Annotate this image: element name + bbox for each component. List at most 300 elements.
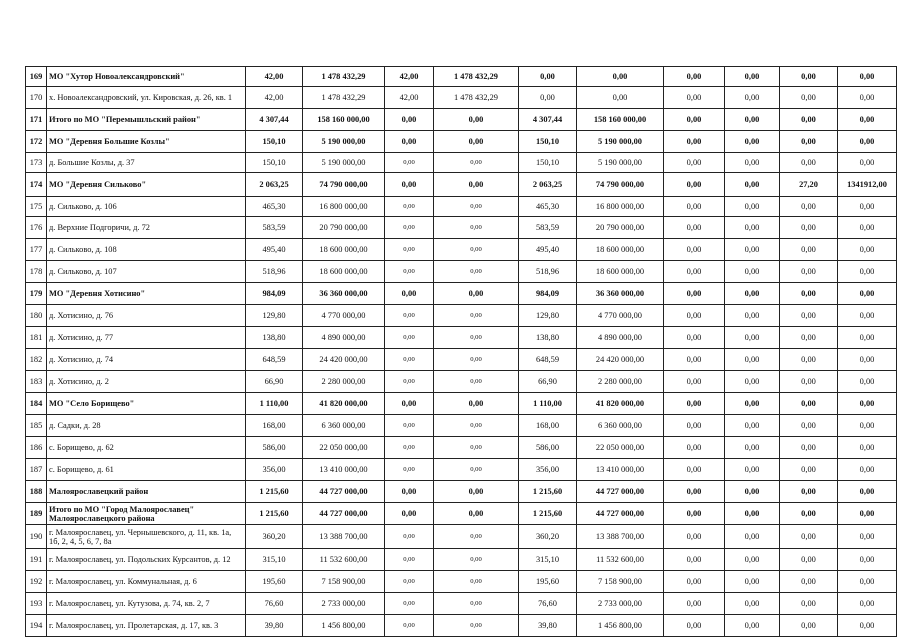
value-cell-c6: 18 600 000,00 — [577, 239, 664, 261]
housing-program-table — [25, 66, 897, 637]
value-cell-c10: 0,00 — [838, 109, 897, 131]
value-cell-c3: 0,00 — [385, 305, 434, 327]
value-cell-c3: 42,00 — [385, 87, 434, 109]
value-cell-c10: 0,00 — [838, 217, 897, 239]
value-cell-c5: 66,90 — [519, 371, 577, 393]
value-cell-c1: 360,20 — [246, 525, 303, 549]
value-cell-c10: 0,00 — [838, 327, 897, 349]
value-cell-c9: 27,20 — [780, 173, 838, 197]
value-cell-c10: 0,00 — [838, 393, 897, 415]
value-cell-c7: 0,00 — [664, 503, 725, 525]
value-cell-c8: 0,00 — [725, 305, 780, 327]
value-cell-c3: 0,00 — [385, 261, 434, 283]
value-cell-c3: 0,00 — [385, 481, 434, 503]
table-row — [26, 459, 897, 481]
value-cell-c3: 0,00 — [385, 415, 434, 437]
value-cell-c1: 76,60 — [246, 593, 303, 615]
value-cell-c10: 0,00 — [838, 525, 897, 549]
table-row — [26, 87, 897, 109]
value-cell-c6: 2 733 000,00 — [577, 593, 664, 615]
value-cell-c8: 0,00 — [725, 67, 780, 87]
value-cell-c6: 18 600 000,00 — [577, 261, 664, 283]
value-cell-c1: 984,09 — [246, 283, 303, 305]
value-cell-c8: 0,00 — [725, 349, 780, 371]
value-cell-c3: 0,00 — [385, 327, 434, 349]
value-cell-c5: 583,59 — [519, 217, 577, 239]
value-cell-c2: 7 158 900,00 — [303, 571, 385, 593]
value-cell-c1: 42,00 — [246, 87, 303, 109]
table-row — [26, 371, 897, 393]
value-cell-c5: 1 110,00 — [519, 393, 577, 415]
row-number-cell: 188 — [26, 481, 47, 503]
value-cell-c1: 150,10 — [246, 131, 303, 153]
value-cell-c2: 11 532 600,00 — [303, 549, 385, 571]
table-row — [26, 153, 897, 173]
row-number-cell: 193 — [26, 593, 47, 615]
value-cell-c9: 0,00 — [780, 283, 838, 305]
value-cell-c9: 0,00 — [780, 305, 838, 327]
value-cell-c9: 0,00 — [780, 109, 838, 131]
value-cell-c8: 0,00 — [725, 525, 780, 549]
row-number-cell: 194 — [26, 615, 47, 637]
value-cell-c7: 0,00 — [664, 87, 725, 109]
value-cell-c5: 168,00 — [519, 415, 577, 437]
row-name-cell: г. Малоярославец, ул. Коммунальная, д. 6 — [47, 571, 246, 593]
value-cell-c4: 0,00 — [434, 131, 519, 153]
row-name-cell: д. Сильково, д. 107 — [47, 261, 246, 283]
table-row — [26, 571, 897, 593]
value-cell-c3: 0,00 — [385, 283, 434, 305]
value-cell-c10: 0,00 — [838, 67, 897, 87]
value-cell-c10: 0,00 — [838, 153, 897, 173]
row-name-cell: д. Большие Козлы, д. 37 — [47, 153, 246, 173]
row-name-cell: МО "Деревня Большие Козлы" — [47, 131, 246, 153]
row-number-cell: 175 — [26, 197, 47, 217]
table-row — [26, 173, 897, 197]
value-cell-c2: 5 190 000,00 — [303, 131, 385, 153]
value-cell-c9: 0,00 — [780, 217, 838, 239]
value-cell-c3: 0,00 — [385, 131, 434, 153]
value-cell-c1: 1 110,00 — [246, 393, 303, 415]
value-cell-c1: 495,40 — [246, 239, 303, 261]
value-cell-c4: 0,00 — [434, 481, 519, 503]
row-number-cell: 177 — [26, 239, 47, 261]
value-cell-c1: 138,80 — [246, 327, 303, 349]
value-cell-c8: 0,00 — [725, 615, 780, 637]
value-cell-c6: 44 727 000,00 — [577, 481, 664, 503]
value-cell-c4: 0,00 — [434, 415, 519, 437]
value-cell-c4: 1 478 432,29 — [434, 87, 519, 109]
row-name-cell: МО "Деревня Сильково" — [47, 173, 246, 197]
value-cell-c9: 0,00 — [780, 327, 838, 349]
value-cell-c5: 150,10 — [519, 153, 577, 173]
value-cell-c7: 0,00 — [664, 327, 725, 349]
table-row — [26, 481, 897, 503]
value-cell-c4: 0,00 — [434, 503, 519, 525]
table-row — [26, 549, 897, 571]
value-cell-c7: 0,00 — [664, 415, 725, 437]
value-cell-c5: 465,30 — [519, 197, 577, 217]
row-number-cell: 191 — [26, 549, 47, 571]
value-cell-c2: 44 727 000,00 — [303, 503, 385, 525]
value-cell-c6: 1 456 800,00 — [577, 615, 664, 637]
value-cell-c4: 0,00 — [434, 327, 519, 349]
value-cell-c2: 20 790 000,00 — [303, 217, 385, 239]
value-cell-c5: 150,10 — [519, 131, 577, 153]
value-cell-c5: 518,96 — [519, 261, 577, 283]
value-cell-c8: 0,00 — [725, 283, 780, 305]
value-cell-c4: 0,00 — [434, 593, 519, 615]
value-cell-c2: 74 790 000,00 — [303, 173, 385, 197]
value-cell-c8: 0,00 — [725, 415, 780, 437]
value-cell-c8: 0,00 — [725, 571, 780, 593]
value-cell-c4: 0,00 — [434, 459, 519, 481]
table-row — [26, 239, 897, 261]
value-cell-c2: 18 600 000,00 — [303, 261, 385, 283]
value-cell-c3: 0,00 — [385, 437, 434, 459]
value-cell-c1: 2 063,25 — [246, 173, 303, 197]
value-cell-c4: 0,00 — [434, 393, 519, 415]
table-row — [26, 131, 897, 153]
value-cell-c1: 129,80 — [246, 305, 303, 327]
value-cell-c6: 4 770 000,00 — [577, 305, 664, 327]
value-cell-c7: 0,00 — [664, 305, 725, 327]
value-cell-c8: 0,00 — [725, 481, 780, 503]
value-cell-c1: 1 215,60 — [246, 481, 303, 503]
value-cell-c8: 0,00 — [725, 239, 780, 261]
value-cell-c5: 356,00 — [519, 459, 577, 481]
value-cell-c7: 0,00 — [664, 437, 725, 459]
document-table-container — [25, 66, 897, 637]
row-number-cell: 170 — [26, 87, 47, 109]
row-number-cell: 192 — [26, 571, 47, 593]
value-cell-c5: 0,00 — [519, 67, 577, 87]
value-cell-c4: 0,00 — [434, 615, 519, 637]
row-number-cell: 182 — [26, 349, 47, 371]
value-cell-c8: 0,00 — [725, 261, 780, 283]
row-number-cell: 173 — [26, 153, 47, 173]
value-cell-c3: 0,00 — [385, 217, 434, 239]
value-cell-c6: 74 790 000,00 — [577, 173, 664, 197]
value-cell-c10: 0,00 — [838, 615, 897, 637]
value-cell-c4: 0,00 — [434, 437, 519, 459]
value-cell-c5: 2 063,25 — [519, 173, 577, 197]
value-cell-c3: 0,00 — [385, 549, 434, 571]
row-name-cell: д. Сильково, д. 108 — [47, 239, 246, 261]
value-cell-c10: 0,00 — [838, 415, 897, 437]
value-cell-c4: 0,00 — [434, 549, 519, 571]
value-cell-c8: 0,00 — [725, 393, 780, 415]
value-cell-c6: 24 420 000,00 — [577, 349, 664, 371]
value-cell-c6: 2 280 000,00 — [577, 371, 664, 393]
value-cell-c9: 0,00 — [780, 459, 838, 481]
row-number-cell: 180 — [26, 305, 47, 327]
value-cell-c3: 0,00 — [385, 571, 434, 593]
value-cell-c3: 0,00 — [385, 393, 434, 415]
value-cell-c5: 315,10 — [519, 549, 577, 571]
value-cell-c7: 0,00 — [664, 371, 725, 393]
value-cell-c7: 0,00 — [664, 525, 725, 549]
value-cell-c1: 150,10 — [246, 153, 303, 173]
value-cell-c7: 0,00 — [664, 261, 725, 283]
table-body — [26, 67, 897, 637]
value-cell-c5: 984,09 — [519, 283, 577, 305]
value-cell-c2: 158 160 000,00 — [303, 109, 385, 131]
value-cell-c7: 0,00 — [664, 571, 725, 593]
row-number-cell: 190 — [26, 525, 47, 549]
value-cell-c2: 4 890 000,00 — [303, 327, 385, 349]
value-cell-c6: 11 532 600,00 — [577, 549, 664, 571]
value-cell-c8: 0,00 — [725, 371, 780, 393]
value-cell-c5: 129,80 — [519, 305, 577, 327]
value-cell-c1: 39,80 — [246, 615, 303, 637]
value-cell-c7: 0,00 — [664, 217, 725, 239]
value-cell-c8: 0,00 — [725, 459, 780, 481]
table-row — [26, 503, 897, 525]
value-cell-c3: 0,00 — [385, 197, 434, 217]
value-cell-c10: 0,00 — [838, 197, 897, 217]
table-row — [26, 593, 897, 615]
row-name-cell: д. Хотисино, д. 2 — [47, 371, 246, 393]
value-cell-c1: 1 215,60 — [246, 503, 303, 525]
value-cell-c7: 0,00 — [664, 549, 725, 571]
value-cell-c7: 0,00 — [664, 459, 725, 481]
value-cell-c9: 0,00 — [780, 549, 838, 571]
value-cell-c2: 44 727 000,00 — [303, 481, 385, 503]
value-cell-c8: 0,00 — [725, 87, 780, 109]
value-cell-c8: 0,00 — [725, 503, 780, 525]
value-cell-c6: 7 158 900,00 — [577, 571, 664, 593]
table-row — [26, 327, 897, 349]
row-number-cell: 181 — [26, 327, 47, 349]
row-name-cell: г. Малоярославец, ул. Кутузова, д. 74, кв. 2, 7 — [47, 593, 246, 615]
row-name-cell: д. Хотисино, д. 77 — [47, 327, 246, 349]
value-cell-c10: 0,00 — [838, 283, 897, 305]
value-cell-c4: 0,00 — [434, 525, 519, 549]
value-cell-c3: 0,00 — [385, 525, 434, 549]
value-cell-c7: 0,00 — [664, 173, 725, 197]
value-cell-c9: 0,00 — [780, 67, 838, 87]
value-cell-c2: 5 190 000,00 — [303, 153, 385, 173]
value-cell-c10: 0,00 — [838, 371, 897, 393]
value-cell-c10: 0,00 — [838, 481, 897, 503]
value-cell-c8: 0,00 — [725, 549, 780, 571]
row-name-cell: х. Новоалександровский, ул. Кировская, д. 26, кв. 1 — [47, 87, 246, 109]
value-cell-c3: 0,00 — [385, 371, 434, 393]
value-cell-c9: 0,00 — [780, 261, 838, 283]
value-cell-c1: 465,30 — [246, 197, 303, 217]
row-number-cell: 186 — [26, 437, 47, 459]
value-cell-c8: 0,00 — [725, 327, 780, 349]
value-cell-c8: 0,00 — [725, 109, 780, 131]
value-cell-c9: 0,00 — [780, 153, 838, 173]
value-cell-c4: 0,00 — [434, 239, 519, 261]
value-cell-c7: 0,00 — [664, 481, 725, 503]
table-row — [26, 67, 897, 87]
value-cell-c4: 1 478 432,29 — [434, 67, 519, 87]
value-cell-c1: 315,10 — [246, 549, 303, 571]
value-cell-c3: 0,00 — [385, 153, 434, 173]
row-name-cell: МО "Деревня Хотисино" — [47, 283, 246, 305]
value-cell-c9: 0,00 — [780, 615, 838, 637]
value-cell-c9: 0,00 — [780, 437, 838, 459]
value-cell-c1: 583,59 — [246, 217, 303, 239]
row-number-cell: 189 — [26, 503, 47, 525]
row-number-cell: 171 — [26, 109, 47, 131]
value-cell-c4: 0,00 — [434, 217, 519, 239]
value-cell-c5: 495,40 — [519, 239, 577, 261]
value-cell-c2: 1 456 800,00 — [303, 615, 385, 637]
value-cell-c7: 0,00 — [664, 593, 725, 615]
row-name-cell: с. Борищево, д. 61 — [47, 459, 246, 481]
table-row — [26, 197, 897, 217]
value-cell-c4: 0,00 — [434, 371, 519, 393]
value-cell-c10: 0,00 — [838, 571, 897, 593]
value-cell-c3: 0,00 — [385, 349, 434, 371]
value-cell-c6: 44 727 000,00 — [577, 503, 664, 525]
value-cell-c10: 0,00 — [838, 459, 897, 481]
value-cell-c2: 2 733 000,00 — [303, 593, 385, 615]
value-cell-c5: 0,00 — [519, 87, 577, 109]
table-row — [26, 615, 897, 637]
value-cell-c9: 0,00 — [780, 371, 838, 393]
row-name-cell: д. Сильково, д. 106 — [47, 197, 246, 217]
value-cell-c9: 0,00 — [780, 525, 838, 549]
table-row — [26, 109, 897, 131]
value-cell-c2: 13 388 700,00 — [303, 525, 385, 549]
value-cell-c7: 0,00 — [664, 153, 725, 173]
value-cell-c9: 0,00 — [780, 593, 838, 615]
value-cell-c1: 586,00 — [246, 437, 303, 459]
value-cell-c4: 0,00 — [434, 173, 519, 197]
value-cell-c6: 22 050 000,00 — [577, 437, 664, 459]
value-cell-c9: 0,00 — [780, 393, 838, 415]
value-cell-c5: 360,20 — [519, 525, 577, 549]
row-name-cell: д. Хотисино, д. 74 — [47, 349, 246, 371]
row-number-cell: 183 — [26, 371, 47, 393]
row-name-cell: Малоярославецкий район — [47, 481, 246, 503]
value-cell-c3: 42,00 — [385, 67, 434, 87]
value-cell-c6: 13 410 000,00 — [577, 459, 664, 481]
value-cell-c6: 36 360 000,00 — [577, 283, 664, 305]
row-name-cell: г. Малоярославец, ул. Чернышевского, д. 11, кв. 1а, 1б, 2, 4, 5, 6, 7, 8а — [47, 525, 246, 549]
row-name-cell: Итого по МО "Перемышльский район" — [47, 109, 246, 131]
table-row — [26, 217, 897, 239]
value-cell-c7: 0,00 — [664, 197, 725, 217]
value-cell-c3: 0,00 — [385, 503, 434, 525]
value-cell-c9: 0,00 — [780, 415, 838, 437]
value-cell-c5: 1 215,60 — [519, 481, 577, 503]
value-cell-c2: 41 820 000,00 — [303, 393, 385, 415]
value-cell-c9: 0,00 — [780, 197, 838, 217]
table-row — [26, 415, 897, 437]
value-cell-c10: 0,00 — [838, 503, 897, 525]
value-cell-c4: 0,00 — [434, 349, 519, 371]
row-name-cell: Итого по МО "Город Малоярославец" Малоярославецкого района — [47, 503, 246, 525]
value-cell-c6: 0,00 — [577, 87, 664, 109]
row-name-cell: г. Малоярославец, ул. Пролетарская, д. 17, кв. 3 — [47, 615, 246, 637]
row-name-cell: МО "Село Борищево" — [47, 393, 246, 415]
value-cell-c2: 36 360 000,00 — [303, 283, 385, 305]
value-cell-c1: 195,60 — [246, 571, 303, 593]
value-cell-c8: 0,00 — [725, 173, 780, 197]
value-cell-c6: 13 388 700,00 — [577, 525, 664, 549]
row-number-cell: 176 — [26, 217, 47, 239]
value-cell-c6: 41 820 000,00 — [577, 393, 664, 415]
value-cell-c7: 0,00 — [664, 109, 725, 131]
value-cell-c4: 0,00 — [434, 261, 519, 283]
table-row — [26, 525, 897, 549]
value-cell-c1: 356,00 — [246, 459, 303, 481]
row-name-cell: с. Борищево, д. 62 — [47, 437, 246, 459]
value-cell-c1: 168,00 — [246, 415, 303, 437]
value-cell-c2: 1 478 432,29 — [303, 67, 385, 87]
value-cell-c1: 648,59 — [246, 349, 303, 371]
value-cell-c1: 66,90 — [246, 371, 303, 393]
value-cell-c7: 0,00 — [664, 67, 725, 87]
value-cell-c6: 4 890 000,00 — [577, 327, 664, 349]
row-name-cell: д. Хотисино, д. 76 — [47, 305, 246, 327]
row-number-cell: 179 — [26, 283, 47, 305]
value-cell-c4: 0,00 — [434, 109, 519, 131]
value-cell-c2: 24 420 000,00 — [303, 349, 385, 371]
row-number-cell: 178 — [26, 261, 47, 283]
value-cell-c10: 0,00 — [838, 131, 897, 153]
value-cell-c3: 0,00 — [385, 239, 434, 261]
value-cell-c2: 13 410 000,00 — [303, 459, 385, 481]
value-cell-c2: 2 280 000,00 — [303, 371, 385, 393]
value-cell-c1: 42,00 — [246, 67, 303, 87]
value-cell-c2: 22 050 000,00 — [303, 437, 385, 459]
value-cell-c5: 195,60 — [519, 571, 577, 593]
row-number-cell: 187 — [26, 459, 47, 481]
value-cell-c5: 138,80 — [519, 327, 577, 349]
value-cell-c10: 0,00 — [838, 239, 897, 261]
value-cell-c10: 0,00 — [838, 437, 897, 459]
value-cell-c10: 0,00 — [838, 593, 897, 615]
value-cell-c1: 518,96 — [246, 261, 303, 283]
value-cell-c8: 0,00 — [725, 153, 780, 173]
value-cell-c7: 0,00 — [664, 283, 725, 305]
value-cell-c8: 0,00 — [725, 593, 780, 615]
value-cell-c5: 4 307,44 — [519, 109, 577, 131]
value-cell-c10: 1341912,00 — [838, 173, 897, 197]
value-cell-c9: 0,00 — [780, 349, 838, 371]
table-row — [26, 261, 897, 283]
value-cell-c4: 0,00 — [434, 197, 519, 217]
value-cell-c2: 18 600 000,00 — [303, 239, 385, 261]
row-name-cell: МО "Хутор Новоалександровский" — [47, 67, 246, 87]
value-cell-c3: 0,00 — [385, 459, 434, 481]
value-cell-c5: 648,59 — [519, 349, 577, 371]
value-cell-c6: 20 790 000,00 — [577, 217, 664, 239]
row-name-cell: д. Садки, д. 28 — [47, 415, 246, 437]
value-cell-c3: 0,00 — [385, 173, 434, 197]
value-cell-c7: 0,00 — [664, 393, 725, 415]
table-row — [26, 349, 897, 371]
value-cell-c6: 158 160 000,00 — [577, 109, 664, 131]
value-cell-c3: 0,00 — [385, 109, 434, 131]
value-cell-c1: 4 307,44 — [246, 109, 303, 131]
value-cell-c8: 0,00 — [725, 131, 780, 153]
value-cell-c6: 5 190 000,00 — [577, 153, 664, 173]
row-number-cell: 185 — [26, 415, 47, 437]
row-number-cell: 174 — [26, 173, 47, 197]
table-row — [26, 283, 897, 305]
row-number-cell: 169 — [26, 67, 47, 87]
value-cell-c7: 0,00 — [664, 349, 725, 371]
table-row — [26, 437, 897, 459]
